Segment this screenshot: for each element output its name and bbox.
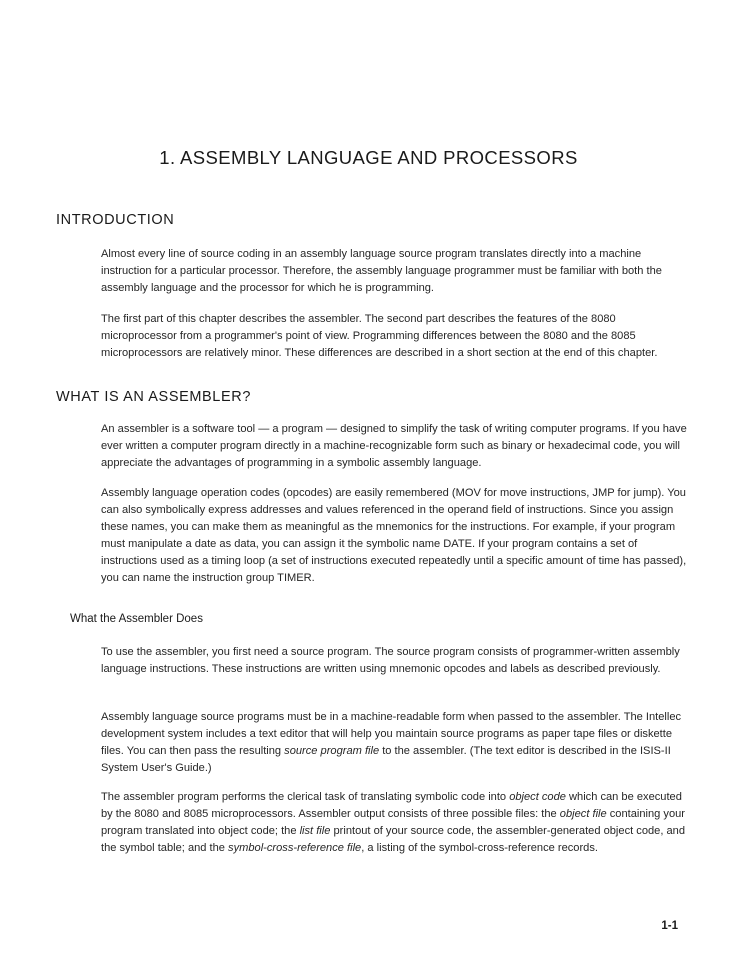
assembler-paragraph-2: Assembly language operation codes (opcodes) are easily remembered (MOV for move instructions, JMP for jump). You can also symbolically express addresses and values referenced in the operand field of instructions. Since you assign these names, you can make them as meaningful as the mnemonics for the instructions. For example, if your program must manipulate a date as data, you can assign it the symbolic name DATE. If your program contains a set of instructions used as a timing loop (a set of instructions executed repeatedly until a specific amount of time has passed), you can name the instruction group TIMER. — [101, 487, 687, 584]
assembler-paragraph-1: An assembler is a software tool — a program — designed to simplify the task of writing computer programs. If you have ever written a computer program directly in a machine-recognizable form such as binary or hexadecimal code, you will appreciate the advantages of programming in a symbolic assembly language. — [101, 423, 687, 469]
intro-paragraph-2: The first part of this chapter describes the assembler. The second part describes the features of the 8080 microprocessor from a programmer's point of view. Programming differences between the 8080 and the 8085 microprocessors are relatively minor. These differences are described in a short section at the end of this chapter. — [101, 313, 658, 359]
term-list-file: list file — [299, 825, 331, 837]
section-heading-what-is-an-assembler: WHAT IS AN ASSEMBLER? — [56, 389, 251, 405]
term-source-program-file: source program file — [284, 745, 380, 757]
page-number: 1-1 — [661, 920, 678, 932]
does-paragraph-2: Assembly language source programs must be in a machine-readable form when passed to the assembler. The Intellec development system includes a text editor that will help you maintain source programs as paper tape files or diskette files. You can then pass the resulting source program file to the assembler. (The text editor is described in the ISIS-II System User's Guide.) — [101, 711, 682, 774]
term-symbol-cross-reference-file: symbol-cross-reference file — [228, 842, 362, 854]
subsection-heading-what-the-assembler-does: What the Assembler Does — [70, 613, 203, 625]
does-paragraph-3: The assembler program performs the clerical task of translating symbolic code into object code which can be executed by the 8080 and 8085 microprocessors. Assembler output consists of three possible files: the object file containing your program translated into object code; the list file printout of your source code, the assembler-generated object code, and the symbol table; and the symbol-cross-reference file, a listing of the symbol-cross-reference records. — [101, 791, 686, 854]
term-object-file: object file — [559, 808, 607, 820]
chapter-title: 1. ASSEMBLY LANGUAGE AND PROCESSORS — [159, 147, 578, 168]
section-heading-introduction: INTRODUCTION — [56, 212, 175, 228]
intro-paragraph-1: Almost every line of source coding in an assembly language source program translates directly into a machine instruction for a particular processor. Therefore, the assembly language programmer must be familiar with both the assembly language and the processor for which he is programming. — [101, 248, 662, 294]
term-object-code: object code — [509, 791, 566, 803]
does-paragraph-1: To use the assembler, you first need a source program. The source program consists of programmer-written assembly language instructions. These instructions are written using mnemonic opcodes and labels as described previously. — [101, 646, 680, 675]
